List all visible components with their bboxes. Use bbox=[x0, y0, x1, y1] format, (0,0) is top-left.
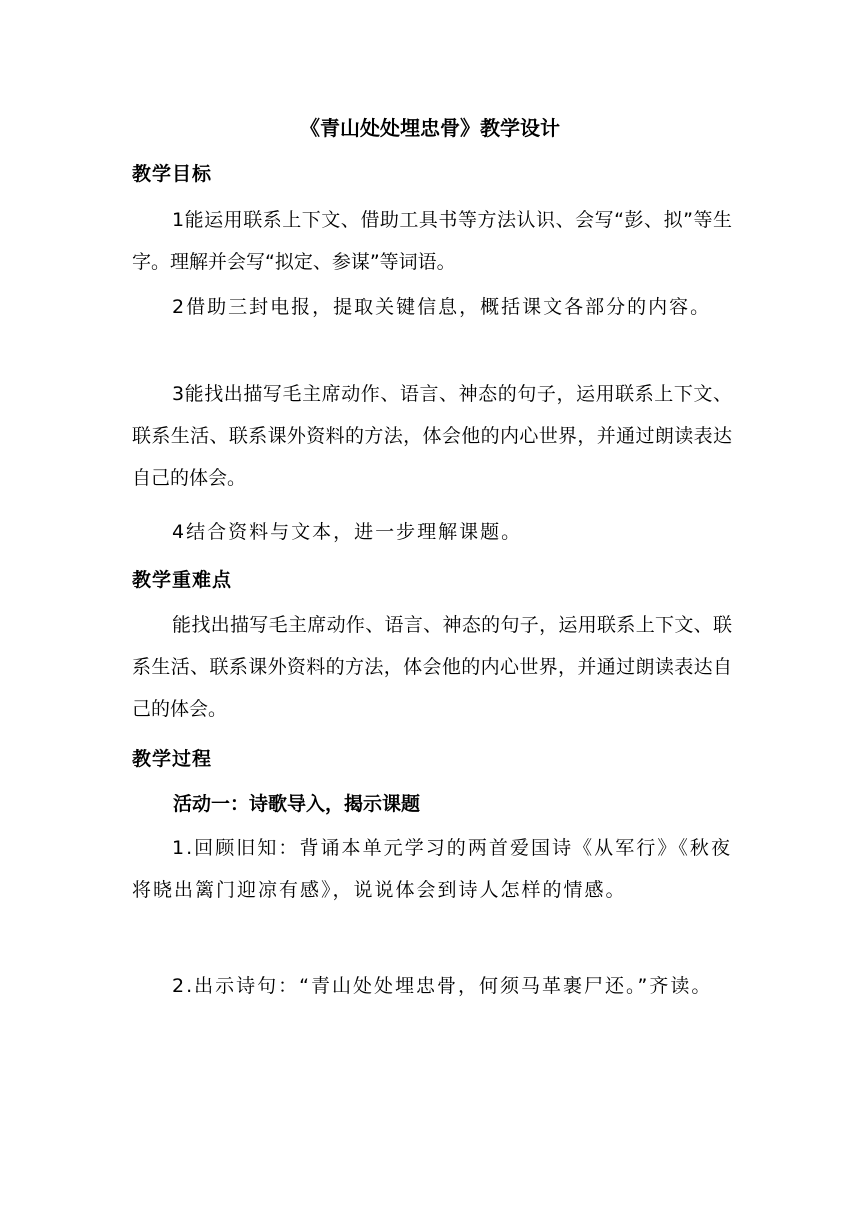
key-points-heading: 教学重难点 bbox=[132, 569, 233, 591]
objectives-heading: 教学目标 bbox=[132, 163, 213, 185]
activity-1-heading: 活动一：诗歌导入，揭示课题 bbox=[173, 793, 421, 815]
objective-item-4: 4结合资料与文本，进一步理解课题。 bbox=[172, 521, 523, 543]
activity-1-step-2: 2.出示诗句：“青山处处埋忠骨，何须马革裹尸还。”齐读。 bbox=[172, 975, 713, 997]
activity-1-step-1: 1.回顾旧知：背诵本单元学习的两首爱国诗《从军行》《秋夜将晓出篱门迎凉有感》，说说体会到诗人怎样的情感。 bbox=[132, 837, 732, 901]
objective-item-1: 1能运用联系上下文、借助工具书等方法认识、会写“彭、拟”等生字。理解并会写“拟定、参谋”等词语。 bbox=[132, 209, 732, 273]
process-heading: 教学过程 bbox=[132, 748, 213, 770]
objective-item-2: 2借助三封电报，提取关键信息，概括课文各部分的内容。 bbox=[172, 296, 712, 318]
document-title: 《青山处处埋忠骨》教学设计 bbox=[300, 116, 560, 140]
objective-item-3: 3能找出描写毛主席动作、语言、神态的句子，运用联系上下文、联系生活、联系课外资料的方法，体会他的内心世界，并通过朗读表达自己的体会。 bbox=[132, 383, 732, 489]
key-points-text: 能找出描写毛主席动作、语言、神态的句子，运用联系上下文、联系生活、联系课外资料的方法，体会他的内心世界，并通过朗读表达自己的体会。 bbox=[132, 614, 732, 720]
